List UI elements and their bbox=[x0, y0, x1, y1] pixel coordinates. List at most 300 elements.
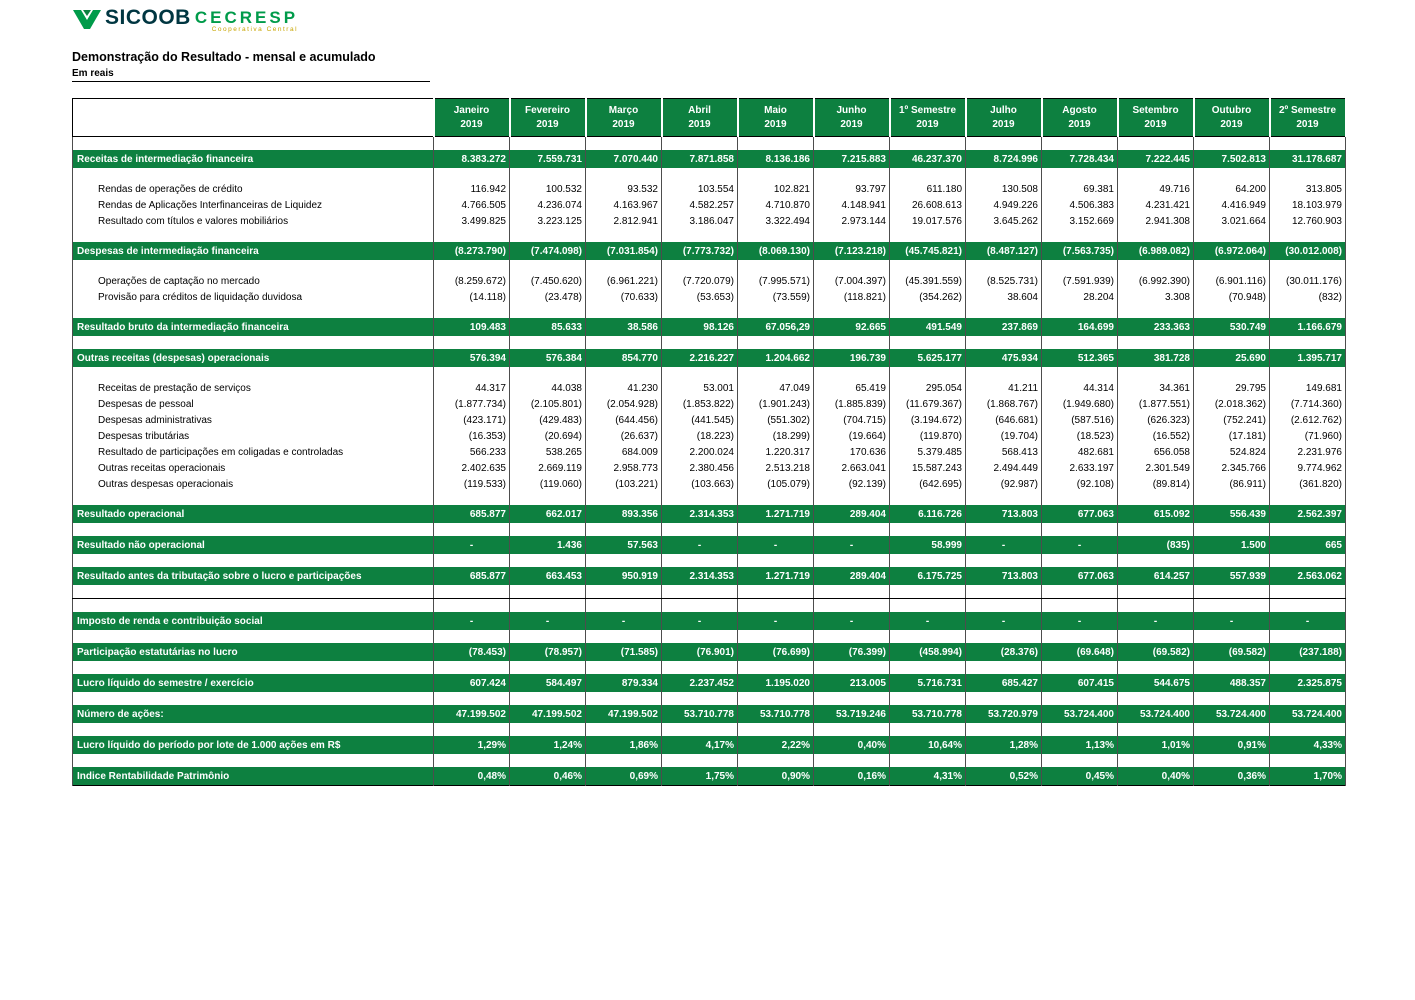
value-cell: 0,69% bbox=[586, 767, 662, 786]
column-header: Maio 2019 bbox=[738, 99, 814, 137]
detail-row bbox=[73, 380, 1346, 396]
spacer-cell bbox=[73, 523, 434, 536]
value-cell: (89.814) bbox=[1118, 476, 1194, 492]
spacer-cell bbox=[662, 168, 738, 181]
value-cell: 662.017 bbox=[510, 505, 586, 523]
value-cell: (19.704) bbox=[966, 428, 1042, 444]
value-cell: 5.625.177 bbox=[890, 349, 966, 367]
value-cell: (441.545) bbox=[662, 412, 738, 428]
spacer-cell bbox=[586, 367, 662, 380]
logo-tagline: Cooperativa Central bbox=[211, 26, 299, 33]
detail-row bbox=[73, 213, 1346, 229]
value-cell: 7.070.440 bbox=[586, 150, 662, 168]
value-cell: (70.633) bbox=[586, 289, 662, 305]
spacer-cell bbox=[1194, 305, 1270, 318]
row-label: Outras despesas operacionais bbox=[73, 476, 434, 492]
spacer-row bbox=[73, 168, 1346, 181]
value-cell: 53.724.400 bbox=[1042, 705, 1118, 723]
value-cell: - bbox=[890, 612, 966, 630]
value-cell: 0,36% bbox=[1194, 767, 1270, 786]
value-cell: (71.960) bbox=[1270, 428, 1346, 444]
spacer-cell bbox=[1042, 554, 1118, 567]
spacer-cell bbox=[738, 137, 814, 151]
spacer-cell bbox=[1270, 599, 1346, 613]
value-cell: 2.663.041 bbox=[814, 460, 890, 476]
value-cell: (69.648) bbox=[1042, 643, 1118, 661]
spacer-cell bbox=[1042, 336, 1118, 349]
value-cell: 1,29% bbox=[434, 736, 510, 754]
spacer-cell bbox=[1270, 137, 1346, 151]
spacer-cell bbox=[1118, 630, 1194, 643]
value-cell: - bbox=[966, 536, 1042, 554]
value-cell: (7.563.735) bbox=[1042, 242, 1118, 260]
row-label: Lucro líquido do semestre / exercício bbox=[73, 674, 434, 692]
spacer-cell bbox=[586, 630, 662, 643]
spacer-cell bbox=[73, 692, 434, 705]
spacer-cell bbox=[434, 754, 510, 767]
spacer-cell bbox=[1118, 336, 1194, 349]
spacer-row bbox=[73, 523, 1346, 536]
spacer-cell bbox=[1118, 754, 1194, 767]
spacer-cell bbox=[1118, 492, 1194, 505]
row-label: Outras receitas operacionais bbox=[73, 460, 434, 476]
section-row bbox=[73, 318, 1346, 336]
value-cell: (7.714.360) bbox=[1270, 396, 1346, 412]
value-cell: (16.552) bbox=[1118, 428, 1194, 444]
spacer-cell bbox=[738, 630, 814, 643]
spacer-cell bbox=[510, 661, 586, 674]
value-cell: (2.054.928) bbox=[586, 396, 662, 412]
spacer-cell bbox=[434, 367, 510, 380]
value-cell: 4.766.505 bbox=[434, 197, 510, 213]
spacer-row bbox=[73, 585, 1346, 599]
value-cell: (8.259.672) bbox=[434, 273, 510, 289]
value-cell: (7.031.854) bbox=[586, 242, 662, 260]
value-cell: 576.384 bbox=[510, 349, 586, 367]
section-row bbox=[73, 536, 1346, 554]
spacer-cell bbox=[73, 260, 434, 273]
spacer-cell bbox=[1042, 599, 1118, 613]
spacer-cell bbox=[434, 260, 510, 273]
value-cell: - bbox=[434, 536, 510, 554]
value-cell: (26.637) bbox=[586, 428, 662, 444]
spacer-cell bbox=[73, 305, 434, 318]
value-cell: (7.591.939) bbox=[1042, 273, 1118, 289]
spacer-cell bbox=[73, 661, 434, 674]
spacer-cell bbox=[890, 554, 966, 567]
column-header: Abril 2019 bbox=[662, 99, 738, 137]
spacer-row bbox=[73, 305, 1346, 318]
row-label: Resultado com títulos e valores mobiliários bbox=[73, 213, 434, 229]
value-cell: 295.054 bbox=[890, 380, 966, 396]
detail-row bbox=[73, 412, 1346, 428]
value-cell: 3.021.664 bbox=[1194, 213, 1270, 229]
value-cell: (69.582) bbox=[1118, 643, 1194, 661]
spacer-cell bbox=[814, 229, 890, 242]
value-cell: 53.710.778 bbox=[662, 705, 738, 723]
value-cell: 149.681 bbox=[1270, 380, 1346, 396]
logo-text-block bbox=[195, 6, 298, 33]
value-cell: 576.394 bbox=[434, 349, 510, 367]
spacer-cell bbox=[814, 585, 890, 599]
spacer-cell bbox=[662, 137, 738, 151]
value-cell: 538.265 bbox=[510, 444, 586, 460]
value-cell: (118.821) bbox=[814, 289, 890, 305]
value-cell: (20.694) bbox=[510, 428, 586, 444]
row-label: Participação estatutárias no lucro bbox=[73, 643, 434, 661]
value-cell: (69.582) bbox=[1194, 643, 1270, 661]
value-cell: 53.724.400 bbox=[1194, 705, 1270, 723]
detail-row bbox=[73, 197, 1346, 213]
spacer-cell bbox=[890, 492, 966, 505]
spacer-cell bbox=[73, 229, 434, 242]
spacer-cell bbox=[586, 754, 662, 767]
value-cell: 1,70% bbox=[1270, 767, 1346, 786]
section-row bbox=[73, 567, 1346, 585]
spacer-cell bbox=[890, 599, 966, 613]
spacer-cell bbox=[1270, 367, 1346, 380]
value-cell: 4.506.383 bbox=[1042, 197, 1118, 213]
value-cell: 4,31% bbox=[890, 767, 966, 786]
spacer-cell bbox=[434, 168, 510, 181]
spacer-cell bbox=[814, 260, 890, 273]
spacer-cell bbox=[1194, 692, 1270, 705]
spacer-cell bbox=[434, 492, 510, 505]
spacer-row bbox=[73, 661, 1346, 674]
spacer-cell bbox=[1194, 260, 1270, 273]
value-cell: (6.992.390) bbox=[1118, 273, 1194, 289]
value-cell: 4.236.074 bbox=[510, 197, 586, 213]
spacer-cell bbox=[1270, 305, 1346, 318]
spacer-cell bbox=[738, 599, 814, 613]
value-cell: (423.171) bbox=[434, 412, 510, 428]
row-label: Despesas de intermediação financeira bbox=[73, 242, 434, 260]
value-cell: (8.069.130) bbox=[738, 242, 814, 260]
report-table bbox=[72, 98, 1347, 786]
section-row bbox=[73, 242, 1346, 260]
spacer-cell bbox=[1042, 492, 1118, 505]
value-cell: (73.559) bbox=[738, 289, 814, 305]
value-cell: - bbox=[662, 536, 738, 554]
spacer-cell bbox=[1194, 599, 1270, 613]
value-cell: 5.379.485 bbox=[890, 444, 966, 460]
value-cell: (2.105.801) bbox=[510, 396, 586, 412]
spacer-cell bbox=[1270, 692, 1346, 705]
spacer-cell bbox=[966, 554, 1042, 567]
value-cell: 103.554 bbox=[662, 181, 738, 197]
value-cell: 1,24% bbox=[510, 736, 586, 754]
spacer-cell bbox=[966, 168, 1042, 181]
subtitle-label: Em reais bbox=[72, 68, 114, 79]
value-cell: 38.604 bbox=[966, 289, 1042, 305]
value-cell: 47.049 bbox=[738, 380, 814, 396]
value-cell: 2.325.875 bbox=[1270, 674, 1346, 692]
value-cell: 58.999 bbox=[890, 536, 966, 554]
value-cell: 12.760.903 bbox=[1270, 213, 1346, 229]
value-cell: (626.323) bbox=[1118, 412, 1194, 428]
row-label: Provisão para créditos de liquidação duvidosa bbox=[73, 289, 434, 305]
spacer-cell bbox=[1118, 599, 1194, 613]
sicoob-logo-icon bbox=[72, 8, 102, 35]
spacer-cell bbox=[434, 305, 510, 318]
spacer-cell bbox=[814, 723, 890, 736]
spacer-cell bbox=[662, 336, 738, 349]
value-cell: (2.612.762) bbox=[1270, 412, 1346, 428]
spacer-cell bbox=[73, 336, 434, 349]
value-cell: 0,46% bbox=[510, 767, 586, 786]
value-cell: (1.877.734) bbox=[434, 396, 510, 412]
value-cell: (53.653) bbox=[662, 289, 738, 305]
column-header: Setembro 2019 bbox=[1118, 99, 1194, 137]
spacer-cell bbox=[662, 661, 738, 674]
value-cell: 4.949.226 bbox=[966, 197, 1042, 213]
value-cell: 53.710.778 bbox=[738, 705, 814, 723]
spacer-cell bbox=[662, 630, 738, 643]
column-header: Março 2019 bbox=[586, 99, 662, 137]
value-cell: 6.116.726 bbox=[890, 505, 966, 523]
spacer-cell bbox=[510, 168, 586, 181]
value-cell: 44.038 bbox=[510, 380, 586, 396]
value-cell: 41.211 bbox=[966, 380, 1042, 396]
value-cell: 482.681 bbox=[1042, 444, 1118, 460]
value-cell: 1.220.317 bbox=[738, 444, 814, 460]
value-cell: 38.586 bbox=[586, 318, 662, 336]
value-cell: 524.824 bbox=[1194, 444, 1270, 460]
spacer-cell bbox=[434, 229, 510, 242]
value-cell: 65.419 bbox=[814, 380, 890, 396]
value-cell: 18.103.979 bbox=[1270, 197, 1346, 213]
spacer-cell bbox=[1042, 229, 1118, 242]
value-cell: 26.608.613 bbox=[890, 197, 966, 213]
value-cell: 4.163.967 bbox=[586, 197, 662, 213]
detail-row bbox=[73, 428, 1346, 444]
logo-text-sicoob: SICOOB bbox=[105, 6, 191, 29]
spacer-cell bbox=[1270, 229, 1346, 242]
spacer-cell bbox=[1118, 692, 1194, 705]
spacer-cell bbox=[662, 367, 738, 380]
spacer-cell bbox=[1042, 630, 1118, 643]
value-cell: 713.803 bbox=[966, 505, 1042, 523]
spacer-cell bbox=[890, 630, 966, 643]
value-cell: (14.118) bbox=[434, 289, 510, 305]
spacer-cell bbox=[510, 492, 586, 505]
spacer-cell bbox=[1194, 492, 1270, 505]
value-cell: 950.919 bbox=[586, 567, 662, 585]
value-cell: 2.301.549 bbox=[1118, 460, 1194, 476]
spacer-cell bbox=[1118, 585, 1194, 599]
spacer-cell bbox=[1194, 523, 1270, 536]
spacer-cell bbox=[890, 523, 966, 536]
value-cell: 31.178.687 bbox=[1270, 150, 1346, 168]
value-cell: 47.199.502 bbox=[586, 705, 662, 723]
value-cell: 3.499.825 bbox=[434, 213, 510, 229]
section-row bbox=[73, 612, 1346, 630]
value-cell: - bbox=[1042, 536, 1118, 554]
value-cell: (1.885.839) bbox=[814, 396, 890, 412]
value-cell: (835) bbox=[1118, 536, 1194, 554]
value-cell: 53.710.778 bbox=[890, 705, 966, 723]
spacer-cell bbox=[586, 492, 662, 505]
spacer-cell bbox=[1194, 229, 1270, 242]
value-cell: 2.633.197 bbox=[1042, 460, 1118, 476]
value-cell: (119.060) bbox=[510, 476, 586, 492]
logo-text-cecresp: CECRESP bbox=[194, 8, 299, 27]
column-header: Fevereiro 2019 bbox=[510, 99, 586, 137]
value-cell: (6.989.082) bbox=[1118, 242, 1194, 260]
value-cell: 1.436 bbox=[510, 536, 586, 554]
value-cell: 1.271.719 bbox=[738, 567, 814, 585]
value-cell: (7.004.397) bbox=[814, 273, 890, 289]
spacer-cell bbox=[1270, 661, 1346, 674]
value-cell: (6.961.221) bbox=[586, 273, 662, 289]
value-cell: 289.404 bbox=[814, 567, 890, 585]
spacer-cell bbox=[73, 585, 434, 599]
spacer-cell bbox=[510, 260, 586, 273]
value-cell: 7.222.445 bbox=[1118, 150, 1194, 168]
value-cell: - bbox=[662, 612, 738, 630]
value-cell: - bbox=[738, 612, 814, 630]
value-cell: (704.715) bbox=[814, 412, 890, 428]
value-cell: 8.136.186 bbox=[738, 150, 814, 168]
spacer-cell bbox=[966, 336, 1042, 349]
value-cell: 34.361 bbox=[1118, 380, 1194, 396]
spacer-cell bbox=[586, 305, 662, 318]
value-cell: (587.516) bbox=[1042, 412, 1118, 428]
section-row bbox=[73, 349, 1346, 367]
spacer-cell bbox=[738, 336, 814, 349]
spacer-cell bbox=[966, 599, 1042, 613]
value-cell: - bbox=[738, 536, 814, 554]
value-cell: (103.663) bbox=[662, 476, 738, 492]
value-cell: (18.299) bbox=[738, 428, 814, 444]
value-cell: 663.453 bbox=[510, 567, 586, 585]
value-cell: (1.853.822) bbox=[662, 396, 738, 412]
row-label: Resultado operacional bbox=[73, 505, 434, 523]
spacer-cell bbox=[890, 260, 966, 273]
value-cell: (105.079) bbox=[738, 476, 814, 492]
corner-cell bbox=[73, 99, 434, 137]
value-cell: 313.805 bbox=[1270, 181, 1346, 197]
spacer-cell bbox=[510, 336, 586, 349]
value-cell: - bbox=[586, 612, 662, 630]
spacer-cell bbox=[510, 305, 586, 318]
spacer-cell bbox=[510, 723, 586, 736]
value-cell: - bbox=[814, 536, 890, 554]
value-cell: 611.180 bbox=[890, 181, 966, 197]
spacer-cell bbox=[966, 260, 1042, 273]
spacer-cell bbox=[73, 599, 434, 613]
subtitle bbox=[72, 68, 430, 82]
value-cell: (17.181) bbox=[1194, 428, 1270, 444]
spacer-cell bbox=[434, 523, 510, 536]
value-cell: 8.383.272 bbox=[434, 150, 510, 168]
value-cell: 614.257 bbox=[1118, 567, 1194, 585]
value-cell: (92.987) bbox=[966, 476, 1042, 492]
spacer-cell bbox=[1270, 754, 1346, 767]
spacer-cell bbox=[662, 554, 738, 567]
value-cell: 656.058 bbox=[1118, 444, 1194, 460]
column-header: Julho 2019 bbox=[966, 99, 1042, 137]
spacer-cell bbox=[1042, 367, 1118, 380]
value-cell: (18.523) bbox=[1042, 428, 1118, 444]
spacer-cell bbox=[510, 554, 586, 567]
spacer-cell bbox=[1042, 523, 1118, 536]
value-cell: - bbox=[966, 612, 1042, 630]
spacer-cell bbox=[1118, 305, 1194, 318]
value-cell: 2.563.062 bbox=[1270, 567, 1346, 585]
column-header: Janeiro 2019 bbox=[434, 99, 510, 137]
value-cell: 67.056,29 bbox=[738, 318, 814, 336]
value-cell: 0,91% bbox=[1194, 736, 1270, 754]
value-cell: 4.231.421 bbox=[1118, 197, 1194, 213]
spacer-cell bbox=[1118, 554, 1194, 567]
value-cell: 9.774.962 bbox=[1270, 460, 1346, 476]
spacer-cell bbox=[890, 723, 966, 736]
row-label: Receitas de intermediação financeira bbox=[73, 150, 434, 168]
value-cell: 2.973.144 bbox=[814, 213, 890, 229]
spacer-cell bbox=[1194, 168, 1270, 181]
value-cell: 7.215.883 bbox=[814, 150, 890, 168]
value-cell: 1,75% bbox=[662, 767, 738, 786]
spacer-cell bbox=[510, 523, 586, 536]
spacer-cell bbox=[662, 754, 738, 767]
row-label: Rendas de operações de crédito bbox=[73, 181, 434, 197]
spacer-cell bbox=[966, 723, 1042, 736]
value-cell: 92.665 bbox=[814, 318, 890, 336]
spacer-cell bbox=[738, 492, 814, 505]
value-cell: - bbox=[814, 612, 890, 630]
spacer-cell bbox=[966, 692, 1042, 705]
spacer-cell bbox=[73, 492, 434, 505]
value-cell: (11.679.367) bbox=[890, 396, 966, 412]
value-cell: 8.724.996 bbox=[966, 150, 1042, 168]
spacer-cell bbox=[586, 723, 662, 736]
spacer-cell bbox=[814, 492, 890, 505]
value-cell: 3.645.262 bbox=[966, 213, 1042, 229]
spacer-cell bbox=[662, 260, 738, 273]
value-cell: 4.582.257 bbox=[662, 197, 738, 213]
spacer-cell bbox=[1270, 336, 1346, 349]
spacer-cell bbox=[1042, 585, 1118, 599]
value-cell: (1.901.243) bbox=[738, 396, 814, 412]
row-label: Resultado antes da tributação sobre o lucro e participações bbox=[73, 567, 434, 585]
value-cell: (76.699) bbox=[738, 643, 814, 661]
spacer-cell bbox=[966, 630, 1042, 643]
value-cell: (92.108) bbox=[1042, 476, 1118, 492]
value-cell: 7.559.731 bbox=[510, 150, 586, 168]
section-row bbox=[73, 736, 1346, 754]
value-cell: 475.934 bbox=[966, 349, 1042, 367]
column-header-row bbox=[73, 99, 1346, 137]
value-cell: 1.166.679 bbox=[1270, 318, 1346, 336]
spacer-cell bbox=[434, 661, 510, 674]
value-cell: 2.513.218 bbox=[738, 460, 814, 476]
value-cell: 568.413 bbox=[966, 444, 1042, 460]
value-cell: 1,28% bbox=[966, 736, 1042, 754]
value-cell: 2.669.119 bbox=[510, 460, 586, 476]
detail-row bbox=[73, 444, 1346, 460]
value-cell: (103.221) bbox=[586, 476, 662, 492]
value-cell: 1.500 bbox=[1194, 536, 1270, 554]
spacer-cell bbox=[890, 229, 966, 242]
spacer-cell bbox=[662, 229, 738, 242]
value-cell: 3.223.125 bbox=[510, 213, 586, 229]
spacer-cell bbox=[814, 523, 890, 536]
value-cell: 488.357 bbox=[1194, 674, 1270, 692]
value-cell: 4.416.949 bbox=[1194, 197, 1270, 213]
spacer-cell bbox=[586, 336, 662, 349]
spacer-cell bbox=[73, 168, 434, 181]
